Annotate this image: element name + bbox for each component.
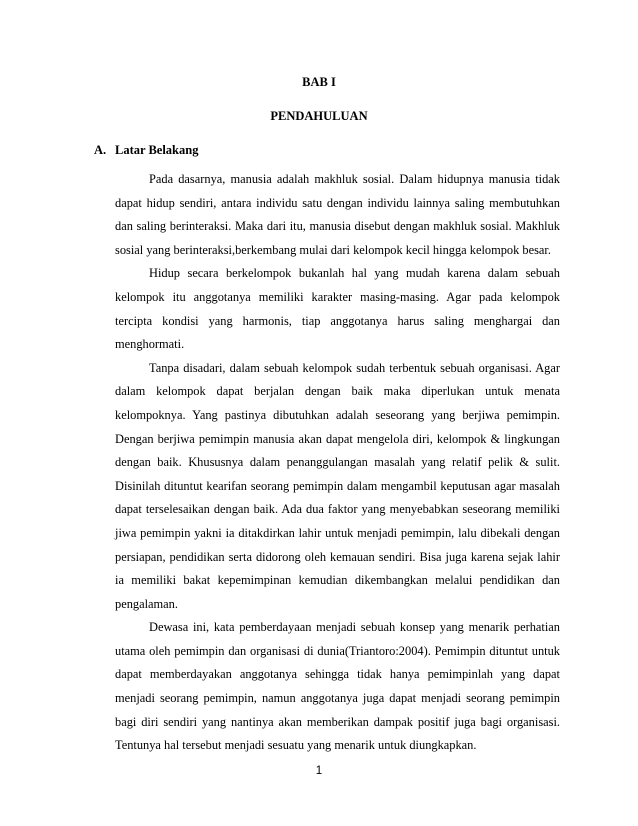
section-letter: A. — [94, 143, 107, 157]
section-heading — [94, 142, 198, 158]
paragraph: Hidup secara berkelompok bukanlah hal yang mudah karena dalam sebuah kelompok itu anggotanya memiliki karakter masing-masing. Agar pada kelompok tercipta kondisi yang harmonis, tiap anggotanya harus saling menghargai dan menghormati. — [115, 266, 560, 352]
chapter-title: PENDAHULUAN — [270, 109, 368, 123]
paragraph: Pada dasarnya, manusia adalah makhluk sosial. Dalam hidupnya manusia tidak dapat hidup sendiri, antara individu satu dengan individu lainnya saling membutuhkan dan saling berinteraksi. Maka dari itu, manusia disebut dengan makhluk sosial. Makhluk sosial yang berinteraksi,berkembang mulai dari kelompok kecil hingga kelompok besar. — [115, 172, 560, 257]
chapter-number: BAB I — [302, 75, 336, 89]
page-number: 1 — [315, 765, 323, 777]
paragraph: Tanpa disadari, dalam sebuah kelompok sudah terbentuk sebuah organisasi. Agar dalam kelompok dapat berjalan dengan baik maka diperlukan untuk menata kelompoknya. Yang pastinya dibutuhkan adalah seseorang yang berjiwa pemimpin. Dengan berjiwa pemimpin manusia akan dapat mengelola diri, kelompok & lingkungan dengan baik. Khususnya dalam penanggulangan masalah yang relatif pelik & sulit. Disinilah dituntut kearifan seorang pemimpin dalam mengambil keputusan agar masalah dapat terselesaikan dengan baik. Ada dua faktor yang menyebabkan seseorang memiliki jiwa pemimpin yakni ia ditakdirkan lahir untuk menjadi pemimpin, lalu dibekali dengan persiapan, pendidikan serta didorong oleh kemauan sendiri. Bisa juga karena sejak lahir ia memiliki bakat kepemimpinan kemudian dikembangkan melalui pendidikan dan pengalaman. — [115, 360, 560, 611]
section-title: Latar Belakang — [115, 143, 199, 157]
body-text — [115, 168, 560, 758]
paragraph: Dewasa ini, kata pemberdayaan menjadi sebuah konsep yang menarik perhatian utama oleh pemimpin dan organisasi di dunia(Triantoro:2004). Pemimpin dituntut untuk dapat memberdayakan anggotanya sehingga tidak hanya pemimpinlah yang dapat menjadi seorang pemimpin, namun anggotanya juga dapat menjadi seorang pemimpin bagi diri sendiri yang nantinya akan memberikan dampak positif juga bagi organisasi. Tentunya hal tersebut menjadi sesuatu yang menarik untuk diungkapkan. — [115, 620, 560, 753]
